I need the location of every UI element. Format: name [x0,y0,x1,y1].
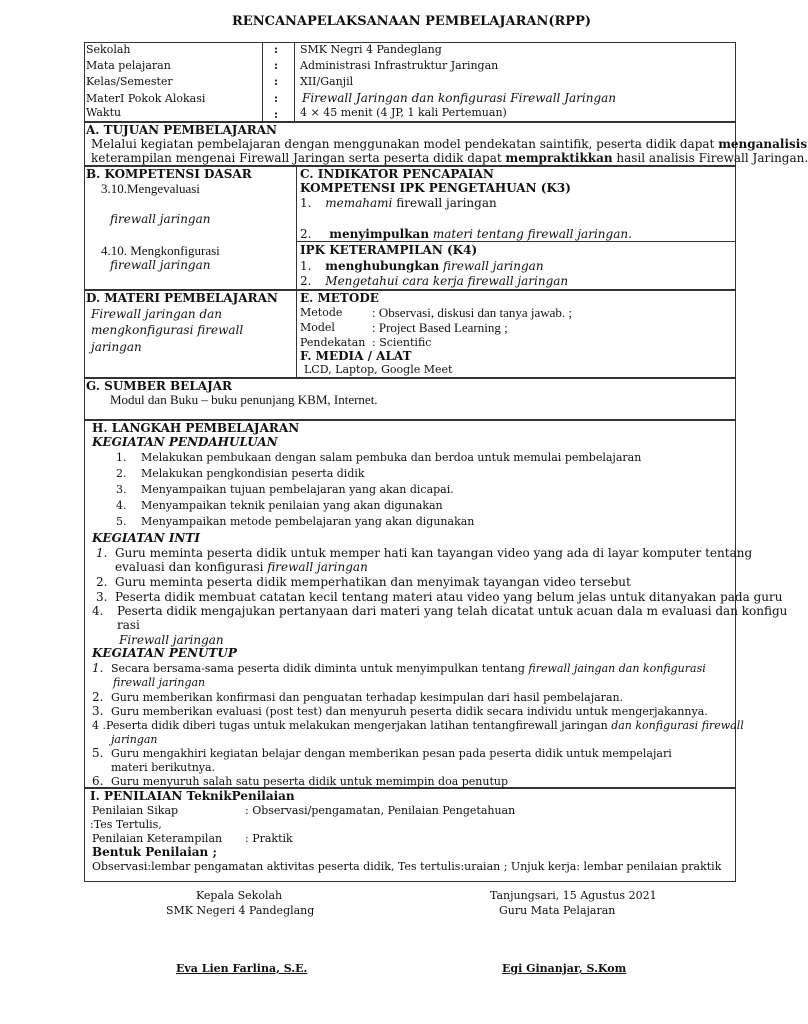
inti-item-4-line-1: Peserta didik mengajukan pertanyaan dari materi yang telah dicatat untuk acuan dala m evaluasi dan konfigu [117,604,788,618]
penutup-item-5-line-1: Guru mengakhiri kegiatan belajar dengan memberikan pesan pada peserta didik untuk mempelajari [111,747,672,760]
list-number: 3. [116,483,127,496]
kd-title: Mengkonfigurasi [127,243,220,258]
identity-label: Waktu [86,106,122,119]
inti-item-3: Peserta didik membuat catatan kecil tentang materi atau video yang belum jelas untuk ditanyakan pada guru [115,590,783,604]
bentuk-penilaian-text: Observasi:lembar pengamatan aktivitas peserta didik, Tes tertulis:uraian ; Unjuk kerja: lembar penilaian praktik [92,860,722,873]
penutup-item-3: Guru memberikan evaluasi (post test) dan menyuruh peserta didik secara individu untuk mengerjakannya. [111,705,708,718]
list-item: Menyampaikan metode pembelajaran yang akan digunakan [141,515,475,528]
penilaian-keterampilan-label: Penilaian Keterampilan [92,832,223,845]
penilaian-sikap-value: : Observasi/pengamatan, Penilaian Pengetahuan [245,804,516,817]
penutup-number-3: 3. [92,704,104,718]
metode-label-metode: Metode [300,306,343,319]
inti-item-2: Guru meminta peserta didik memperhatikan dan menyimak tayangan video tersebut [115,575,631,589]
penutup-item-4-line-1 [92,719,744,732]
penutup-text: 4 .Peserta didik diberi tugas untuk melakukan mengerjakan latihan tentangfirewall jaringan [92,719,612,732]
inti-number-2: 2. [96,575,108,589]
ipk-verb: memahami [325,196,393,210]
ipk-k3-item-2 [300,227,632,241]
ipk-k3-heading: KOMPETENSI IPK PENGETAHUAN (K3) [300,181,571,195]
identity-colon: : [274,108,279,121]
kd-title: Mengevaluasi [127,181,200,196]
inti-item-1-line-2 [115,560,368,574]
langkah-heading: H. LANGKAH PEMBELAJARAN [92,421,300,435]
ipk-text: firewall jaringan [392,196,497,210]
signature-left-name: Eva Lien Farlina, S.E. [176,962,308,975]
identity-colon: : [274,75,279,88]
signature-right-name: Egi Ginanjar, S.Kom [502,962,627,975]
tujuan-text: hasil analisis Firewall Jaringan. [612,151,808,165]
ipk-verb: menyimpulkan [329,227,430,241]
penutup-text: Secara bersama-sama peserta didik diminta untuk menyimpulkan tentang [111,662,529,675]
penutup-number-5: 5. [92,746,104,760]
ipk-text: firewall jaringan [439,259,544,273]
identity-label: MaterI Pokok Alokasi [86,92,206,105]
identity-colon: : [274,59,279,72]
penutup-item-2: Guru memberikan konfirmasi dan penguatan terhadap kesimpulan dari hasil pembelajaran. [111,691,624,704]
list-item: Menyampaikan teknik penilaian yang akan digunakan [141,499,443,512]
inti-number-1: 1. [96,546,108,560]
identity-divider-2 [294,42,295,122]
signature-right-place-date: Tanjungsari, 15 Agustus 2021 [490,889,657,902]
penilaian-keterampilan-value: : Praktik [245,832,293,845]
list-item: Melakukan pengkondisian peserta didik [141,467,365,480]
identity-label: Sekolah [86,43,131,56]
list-number: 2. [300,227,312,241]
page-title: RENCANAPELAKSANAAN PEMBELAJARAN(RPP) [232,14,592,29]
penutup-number-1: 1. [92,661,104,675]
inti-item-4-line-2: rasi [117,618,140,632]
tujuan-heading: A. TUJUAN PEMBELAJARAN [86,123,278,137]
materi-line-1: Firewall jaringan dan [91,307,223,321]
identity-divider-1 [262,42,263,122]
kd-item-1-sub: firewall jaringan [110,212,211,226]
materi-line-3: jaringan [91,340,142,354]
ipk-k4-item-1 [300,259,544,273]
inti-item-4-line-3: Firewall jaringan [119,633,224,647]
penutup-italic: dan konfigurasi firewall [611,719,744,732]
penutup-item-1-line-1 [111,662,706,675]
ipk-text: materi tentang firewall jaringan. [429,227,632,241]
tujuan-text: keterampilan mengenai Firewall Jaringan serta peserta didik dapat [91,151,506,165]
inti-item-1-line-1: Guru meminta peserta didik untuk memper hati kan tayangan video yang ada di layar komputer tentang [115,546,753,560]
identity-value: XII/Ganjil [300,75,354,88]
kd-number: 4.10. [101,243,127,258]
kd-number: 3.10. [101,181,127,196]
materi-line-2: mengkonfigurasi firewall [91,323,244,337]
identity-value: Administrasi Infrastruktur Jaringan [300,59,499,72]
tujuan-text-line-1 [91,137,807,151]
list-number: 1. [116,451,127,464]
media-text: LCD, Laptop, Google Meet [304,363,453,376]
list-number: 1. [300,259,312,273]
identity-label: Kelas/Semester [86,75,173,88]
kd-item-2-sub: firewall jaringan [110,258,211,272]
penutup-number-6: 6. [92,774,104,788]
penutup-item-4-line-2: jaringan [111,733,158,746]
tujuan-keyword-mempraktikkan: mempraktikkan [505,151,613,165]
kd-heading: B. KOMPETENSI DASAR [86,167,252,181]
inti-italic: firewall jaringan [267,560,368,574]
penutup-item-6: Guru menyuruh salah satu peserta didik untuk memimpin doa penutup [111,775,509,788]
sumber-heading: G. SUMBER BELAJAR [86,379,233,393]
metode-label-pendekatan: Pendekatan [300,336,366,349]
pendahuluan-heading: KEGIATAN PENDAHULUAN [92,435,278,449]
sumber-text: Modul dan Buku – buku penunjang KBM, Internet. [110,392,378,407]
tujuan-text: Melalui kegiatan pembelajaran dengan menggunakan model pendekatan saintifik, peserta didik dapat [91,137,719,151]
list-number: 4. [116,499,127,512]
list-number: 2. [116,467,127,480]
materi-heading: D. MATERI PEMBELAJARAN [86,291,278,305]
penutup-item-1-line-2: firewall jaringan [113,676,206,689]
metode-value-pendekatan: : Scientific [372,336,432,349]
signature-left-title: Kepala Sekolah [196,889,283,902]
identity-colon: : [274,92,279,105]
identity-colon: : [274,43,279,56]
tujuan-keyword-menganalisis: menganalisis [718,137,808,151]
identity-value: Firewall Jaringan dan konfigurasi Firewall Jaringan [302,91,617,105]
identity-value: SMK Negri 4 Pandeglang [300,43,442,56]
kd-item-1 [101,181,200,197]
ipk-divider [296,241,736,242]
list-number: 1. [300,196,312,210]
ipk-text: Mengetahui cara kerja firewall jaringan [325,274,569,288]
ipk-heading: C. INDIKATOR PENCAPAIAN [300,167,494,181]
signature-left-org: SMK Negeri 4 Pandeglang [166,904,315,917]
identity-value: 4 × 45 menit (4 JP, 1 kali Pertemuan) [300,106,507,119]
inti-number-3: 3. [96,590,108,604]
list-number: 2. [300,274,312,288]
bentuk-penilaian-heading: Bentuk Penilaian ; [92,845,217,859]
ipk-k3-item-1 [300,196,497,210]
metode-value-model: : Project Based Learning ; [372,320,508,335]
penilaian-tes: :Tes Tertulis, [90,818,162,831]
penilaian-heading: I. PENILAIAN TeknikPenilaian [90,789,295,803]
list-item: Menyampaikan tujuan pembelajaran yang akan dicapai. [141,483,454,496]
metode-heading: E. METODE [300,291,379,305]
signature-right-title: Guru Mata Pelajaran [499,904,616,917]
penilaian-sikap-label: Penilaian Sikap [92,804,179,817]
ipk-verb: menghubungkan [325,259,440,273]
kd-item-2 [101,243,220,259]
metode-value-metode: : Observasi, diskusi dan tanya jawab. ; [372,305,573,320]
ipk-k4-item-2 [300,274,568,288]
media-heading: F. MEDIA / ALAT [300,349,412,363]
list-number: 5. [116,515,127,528]
list-item: Melakukan pembukaan dengan salam pembuka dan berdoa untuk memulai pembelajaran [141,451,642,464]
tujuan-text-line-2 [91,151,808,165]
inti-heading: KEGIATAN INTI [92,531,200,545]
penutup-italic: firewall jaingan dan konfigurasi [528,662,706,675]
metode-label-model: Model [300,321,335,334]
inti-text: evaluasi dan konfigurasi [115,560,268,574]
ipk-k4-heading: IPK KETERAMPILAN (K4) [300,243,478,257]
identity-label: Mata pelajaran [86,59,171,72]
penutup-item-5-line-2: materi berikutnya. [111,761,216,774]
penutup-heading: KEGIATAN PENUTUP [92,646,237,660]
inti-number-4: 4. [92,604,104,618]
penutup-number-2: 2. [92,690,104,704]
